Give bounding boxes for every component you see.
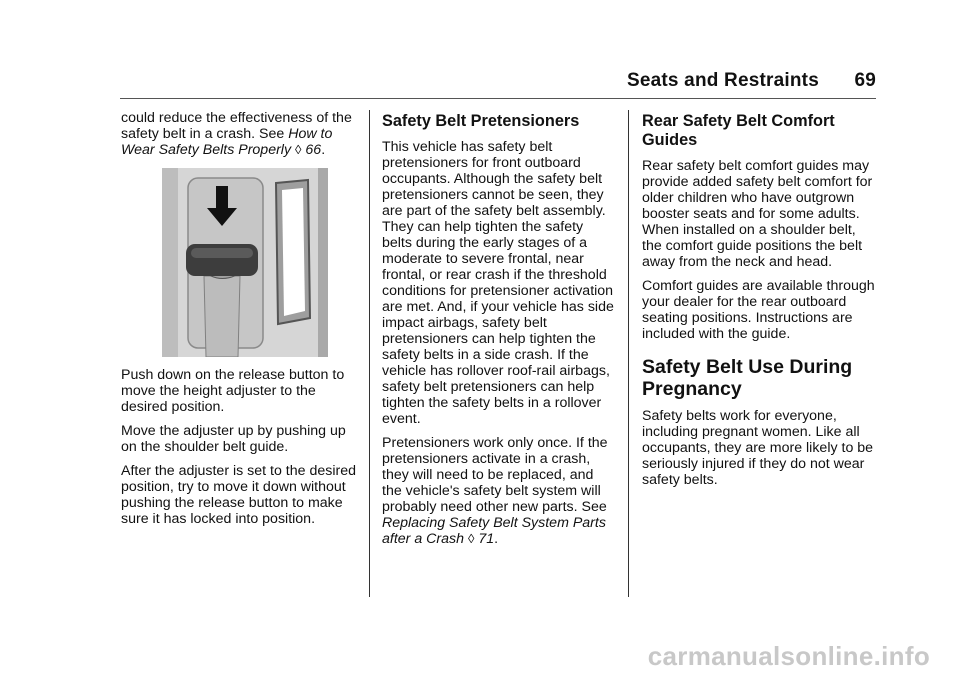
section-heading-large: Safety Belt Use During Pregnancy [642,356,853,400]
column-divider-2 [628,110,629,597]
paragraph: After the adjuster is set to the desired position, try to move it down without pushing the release button to make sure it has locked into position. [121,463,357,527]
header-divider [120,98,876,99]
paragraph: Comfort guides are available through your dealer for the rear outboard seating positions. Instructions are included with the guide. [642,278,875,342]
watermark: carmanualsonline.info [647,641,930,671]
column-2 [382,110,617,555]
column-divider-1 [369,110,370,597]
page-header [0,70,876,92]
column-1 [121,110,356,535]
paragraph: Move the adjuster up by pushing up on the shoulder belt guide. [121,423,346,455]
page-number: 69 [854,70,876,91]
paragraph: Rear safety belt comfort guides may provide added safety belt comfort for older children who have outgrown booster seats and for some adults. When installed on a shoulder belt, the comfort guide positions the belt away from the neck and head. [642,158,873,270]
height-adjuster-illustration [158,168,328,357]
section-title: Seats and Restraints [627,70,819,91]
paragraph: Safety belts work for everyone, including pregnant women. Like all occupants, they are more likely to be seriously injured if they do not wear safety belts. [642,408,874,488]
section-heading: Safety Belt Pretensioners [382,112,580,130]
paragraph: This vehicle has safety belt pretensioners for front outboard occupants. Although the safety belt pretensioners cannot be seen, they are part of the safety belt assembly. They can help tighten the safety belts during the early stages of a moderate to severe frontal, near frontal, or rear crash if the threshold conditions for pretensioner activation are met. And, if your vehicle has side impact airbags, safety belt pretensioners can help tighten the safety belts in a side crash. If the vehicle has rollover roof-rail airbags, safety belt pretensioners can help tighten the safety belts in a rollover event. [382,139,614,427]
page-reference[interactable]: 66 [305,142,322,158]
section-heading: Rear Safety Belt Comfort Guides [642,112,835,149]
cross-reference-link[interactable]: Replacing Safety Belt System Parts after a Crash [382,515,606,547]
page-reference[interactable]: 71 [478,531,495,547]
ref-symbol: ◊ [467,531,475,546]
paragraph: Pretensioners work only once. If the pretensioners activate in a crash, they will need to be replaced, and the vehicle's safety belt system will probably need other new parts. See Replacing Safety Belt System Parts after a Crash ◊ 71. [382,435,608,547]
ref-symbol: ◊ [295,142,302,157]
paragraph: could reduce the effectiveness of the safety belt in a crash. See How to Wear Safety Belts Properly ◊ 66. [121,110,352,158]
column-3 [642,110,877,496]
paragraph: Push down on the release button to move the height adjuster to the desired position. [121,367,345,415]
cross-reference-link[interactable]: How to Wear Safety Belts Properly [121,126,333,158]
